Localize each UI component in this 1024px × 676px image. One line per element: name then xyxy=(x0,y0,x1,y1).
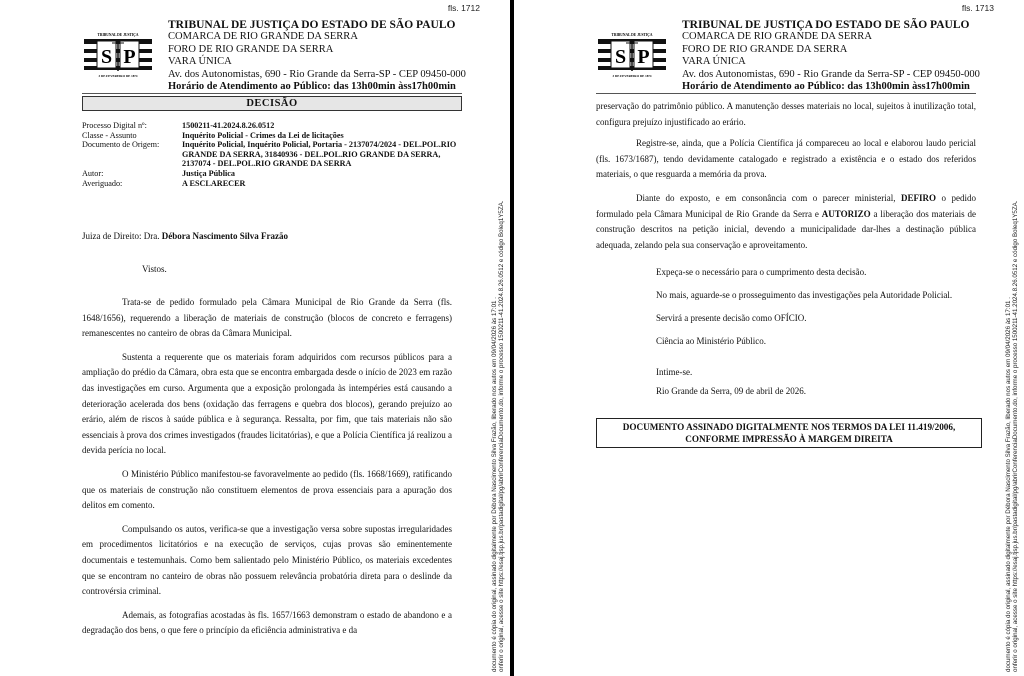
judge-line: Juiza de Direito: Dra. Débora Nascimento Silva Frazão xyxy=(82,231,288,241)
document-page-2 xyxy=(514,0,1024,676)
address: Av. dos Autonomistas, 690 - Rio Grande da Serra-SP - CEP 09450-000 xyxy=(168,68,466,80)
court-info xyxy=(168,19,466,93)
office-hours: Horário de Atendimento ao Público: das 13h00min àss17h00min xyxy=(682,81,970,93)
comarca: COMARCA DE RIO GRANDE DA SERRA xyxy=(682,31,872,43)
page-number: fls. 1713 xyxy=(961,3,994,13)
vistos: Vistos. xyxy=(142,264,167,274)
meta-row: Documento de Origem: Inquérito Policial, Inquérito Policial, Portaria - 2137074/2024 - DEL.POL.RIO GRANDE DA SERRA, 31840936 - DEL.POL.RIO GRANDE DA SERRA, 2137074 - DEL.POL.RIO GRANDE DA SERRA xyxy=(82,140,457,169)
court-info xyxy=(682,19,980,93)
digital-signature-margin: documento é cópia do original, assinado digitalmente por Débora Nascimento Silva Frazão, liberado nos autos em 09/04/2026 às 17:01 . onferir o original, acesse o site https://esaj.tjsp.jus.br/pastadigital/pg/abrirConferenciaDocumento.do, informe o processo 1500211-41.2024.8.26.0512 e código Boleq1Y5ZA. xyxy=(1004,200,1019,672)
logo-letter-s: S xyxy=(614,46,627,68)
judge-name: Débora Nascimento Silva Frazão xyxy=(161,231,288,241)
page-number: fls. 1712 xyxy=(447,3,480,13)
comarca: COMARCA DE RIO GRANDE DA SERRA xyxy=(168,31,358,43)
paragraph: Trata-se de pedido formulado pela Câmara Municipal de Rio Grande da Serra (fls. 1648/1656), requerendo a liberação de materiais de construção (blocos de concreto e ferragens) remanescentes no canteiro de obras da Câmara Municipal. xyxy=(82,297,452,339)
tjsp-logo xyxy=(82,31,154,79)
paragraph-decision: Diante do exposto, e em consonância com o parecer ministerial, DEFIRO o pedido formulado pela Câmara Municipal de Rio Grande da Serra e AUTORIZO a liberação dos materiais de construção descritos na petição inicial, devendo a municipalidade dar-lhes a destinação pública adequada, zelando pela sua conservação e aproveitamento. xyxy=(596,192,977,250)
foro: FORO DE RIO GRANDE DA SERRA xyxy=(682,43,848,55)
paragraph: Registre-se, ainda, que a Polícia Científica já compareceu ao local e elaborou laudo pericial (fls. 1673/1687), tendo devidamente catalogado e registrado a existência e o estado dos referidos materiais, o que resguarda a memória da prova. xyxy=(596,138,976,180)
logo-bottom-text: 3 DE FEVEREIRO DE 1874 xyxy=(98,74,138,78)
decision-body xyxy=(596,99,976,261)
document-title: DECISÃO xyxy=(82,96,462,111)
logo-bottom-text: 3 DE FEVEREIRO DE 1874 xyxy=(612,74,652,78)
foro: FORO DE RIO GRANDE DA SERRA xyxy=(168,43,334,55)
meta-row: Autor: Justiça Pública xyxy=(82,168,235,178)
logo-letter-p: P xyxy=(637,46,650,68)
intime: Intime-se. xyxy=(656,367,693,377)
address: Av. dos Autonomistas, 690 - Rio Grande da Serra-SP - CEP 09450-000 xyxy=(682,68,980,80)
line: Servirá a presente decisão como OFÍCIO. xyxy=(656,313,807,323)
court-name: TRIBUNAL DE JUSTIÇA DO ESTADO DE SÃO PAULO xyxy=(682,19,970,31)
header-divider xyxy=(596,93,976,94)
line: Expeça-se o necessário para o cumprimento desta decisão. xyxy=(656,267,867,277)
logo-top-text: TRIBUNAL DE JUSTIÇA xyxy=(97,33,139,37)
decision-body xyxy=(82,295,452,647)
case-metadata xyxy=(82,121,462,188)
paragraph: preservação do patrimônio público. A manutenção desses materiais no local, sujeitos à inutilização total, configura prejuízo injustificado ao erário. xyxy=(596,101,976,127)
date-line: Rio Grande da Serra, 09 de abril de 2026. xyxy=(656,386,806,396)
paragraph: O Ministério Público manifestou-se favoravelmente ao pedido (fls. 1668/1669), ratificando que os materiais de construção não constituem elementos de prova essenciais para a apuração dos delitos em comento. xyxy=(82,468,452,511)
court-header xyxy=(596,19,980,93)
office-hours: Horário de Atendimento ao Público: das 13h00min àss17h00min xyxy=(168,81,456,93)
meta-row: Averiguado: A ESCLARECER xyxy=(82,178,246,188)
court-header xyxy=(82,19,466,93)
tjsp-logo xyxy=(596,31,668,79)
autorizo: AUTORIZO xyxy=(821,208,871,219)
court-name: TRIBUNAL DE JUSTIÇA DO ESTADO DE SÃO PAULO xyxy=(168,19,456,31)
digital-signature-notice: DOCUMENTO ASSINADO DIGITALMENTE NOS TERMOS DA LEI 11.419/2006, CONFORME IMPRESSÃO À MARGEM DIREITA xyxy=(596,418,982,448)
document-page-1 xyxy=(0,0,510,676)
meta-row: Processo Digital nº: 1500211-41.2024.8.26.0512 xyxy=(82,121,275,130)
paragraph: Sustenta a requerente que os materiais foram adquiridos com recursos públicos para a ampliação do prédio da Câmara, obra esta que se encontra embargada desde o início de 2023 em razão das investigações em curso. Argumenta que a exposição prolongada às intempéries está causando a deterioração acelerada dos bens (oxidação das ferragens e quebra dos blocos), gerando prejuízo ao erário, além de riscos à saúde pública e à segurança. Ressalta, por fim, que tais materiais não são essenciais à prova dos crimes investigados (fraudes licitatórias), e que a Polícia Científica já realizou a devida perícia no local. xyxy=(82,351,452,456)
digital-signature-margin: documento é cópia do original, assinado digitalmente por Débora Nascimento Silva Frazão, liberado nos autos em 09/04/2026 às 17:01 . onferir o original, acesse o site https://esaj.tjsp.jus.br/pastadigital/pg/abrirConferenciaDocumento.do, informe o processo 1500211-41.2024.8.26.0512 e código Boleq1Y5ZA. xyxy=(490,200,505,672)
paragraph: Ademais, as fotografias acostadas às fls. 1657/1663 demonstram o estado de abandono e a degradação dos bens, o que fere o princípio da eficiência administrativa e da xyxy=(82,609,452,636)
paragraph: Compulsando os autos, verifica-se que a investigação versa sobre supostas irregularidades em procedimentos licitatórios e na execução de serviços, cujas provas são eminentemente documentais e testemunhais. Como bem salientado pelo Ministério Público, os materiais excedentes que se encontram no canteiro de obras não possuem relevância probatória direta para o deslinde da controvérsia criminal. xyxy=(82,523,452,597)
logo-letter-p: P xyxy=(123,46,136,68)
logo-top-text: TRIBUNAL DE JUSTIÇA xyxy=(611,33,653,37)
line: Ciência ao Ministério Público. xyxy=(656,336,766,346)
meta-row: Classe - Assunto Inquérito Policial - Crimes da Lei de licitações xyxy=(82,130,344,140)
vara: VARA ÚNICA xyxy=(682,56,746,68)
header-divider xyxy=(82,93,462,94)
logo-letter-s: S xyxy=(100,46,113,68)
vara: VARA ÚNICA xyxy=(168,56,232,68)
defiro: DEFIRO xyxy=(900,192,936,203)
line: No mais, aguarde-se o prosseguimento das investigações pela Autoridade Policial. xyxy=(656,290,953,300)
